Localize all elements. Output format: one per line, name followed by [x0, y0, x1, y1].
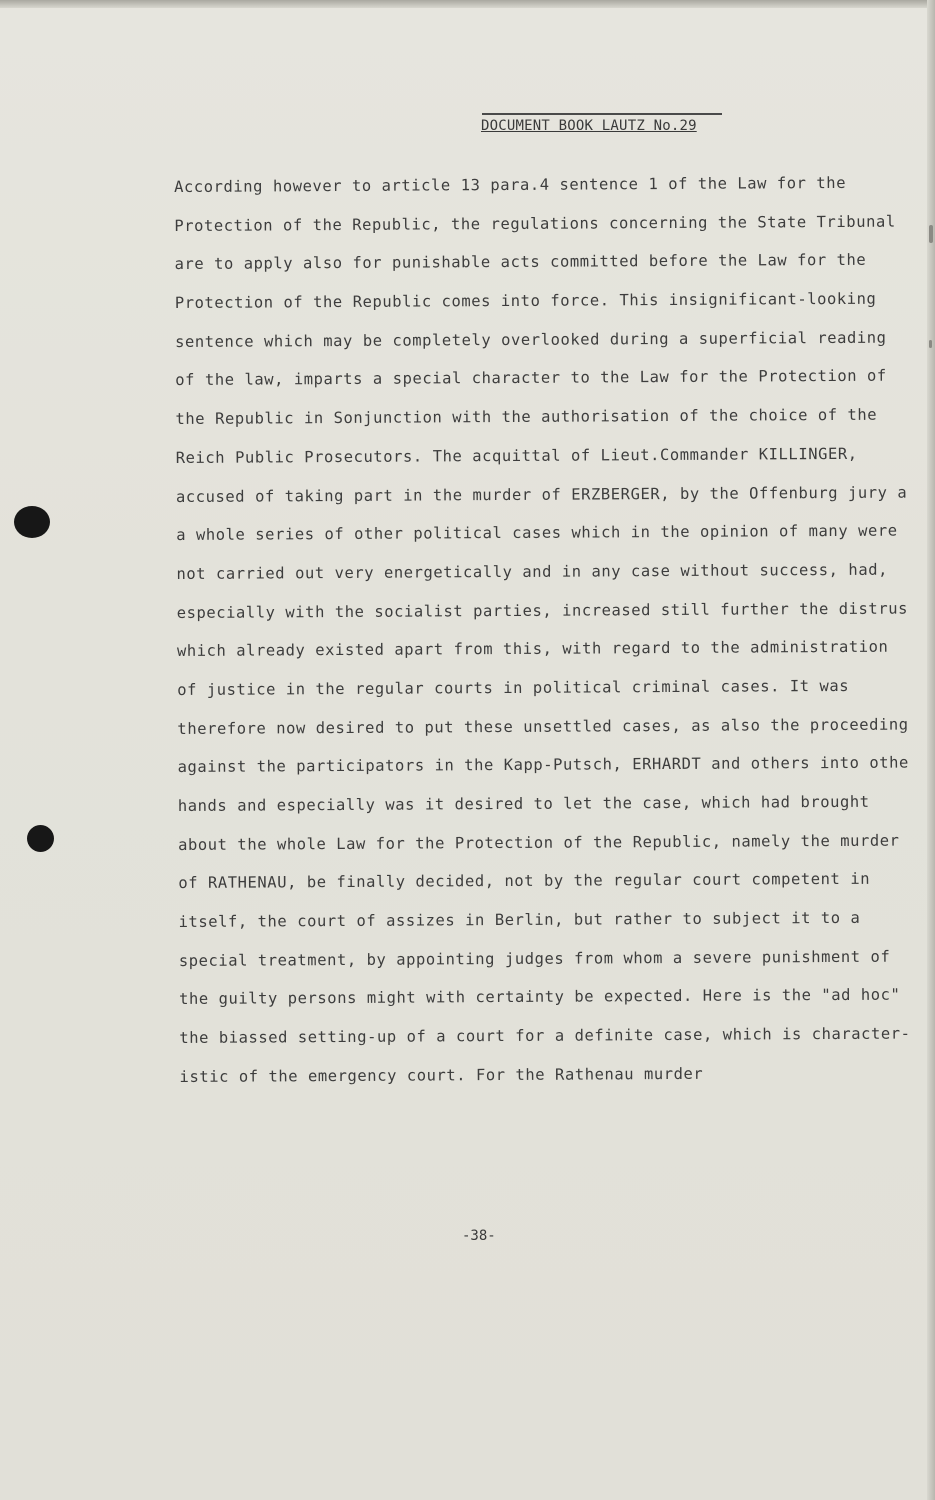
text-line: the Republic in Sonjunction with the authorisation of the choice of the: [175, 405, 878, 429]
text-line: a whole series of other political cases which in the opinion of many were: [176, 521, 898, 545]
punch-hole: [14, 506, 50, 538]
text-line: itself, the court of assizes in Berlin, but rather to subject it to a: [178, 908, 861, 932]
edge-mark: [929, 340, 932, 348]
text-line: the biassed setting-up of a court for a definite case, which is character-: [179, 1024, 911, 1048]
body-text: [174, 168, 911, 1101]
text-line: Protection of the Republic comes into force. This insignificant-looking: [174, 289, 877, 313]
text-line: especially with the socialist parties, increased still further the distrus: [176, 599, 908, 622]
text-line: therefore now desired to put these unsettled cases, as also the proceeding: [177, 715, 909, 738]
text-line: are to apply also for punishable acts committed before the Law for the: [174, 251, 867, 274]
text-line: According however to article 13 para.4 sentence 1 of the Law for the: [174, 173, 847, 196]
text-line: against the participators in the Kapp-Putsch, ERHARDT and others into othe: [177, 753, 909, 777]
text-line: of RATHENAU, be finally decided, not by the regular court competent in: [178, 870, 871, 893]
text-line: sentence which may be completely overlooked during a superficial reading: [174, 328, 887, 351]
text-line: of the law, imparts a special character to the Law for the Protection of: [175, 367, 887, 390]
text-line: special treatment, by appointing judges from whom a severe punishment of: [178, 947, 891, 970]
edge-mark: [929, 225, 933, 243]
text-line: not carried out very energetically and in any case without success, had,: [176, 560, 888, 583]
text-line: Reich Public Prosecutors. The acquittal of Lieut.Commander KILLINGER,: [175, 444, 858, 467]
text-line: hands and especially was it desired to let the case, which had brought: [177, 792, 870, 815]
text-line: the guilty persons might with certainty be expected. Here is the "ad hoc": [178, 986, 901, 1009]
text-line: accused of taking part in the murder of ERZBERGER, by the Offenburg jury a: [175, 483, 908, 506]
header-rule: [482, 113, 722, 115]
text-line: istic of the emergency court. For the Rathenau murder: [179, 1064, 704, 1086]
page-top-edge: [0, 0, 935, 8]
text-line: which already existed apart from this, with regard to the administration: [176, 637, 889, 661]
text-line: of justice in the regular courts in political criminal cases. It was: [177, 676, 850, 699]
document-header: DOCUMENT BOOK LAUTZ No.29: [481, 118, 697, 134]
text-line: Protection of the Republic, the regulations concerning the State Tribunal: [174, 212, 896, 235]
punch-hole: [27, 825, 54, 852]
text-line: about the whole Law for the Protection of the Republic, namely the murder: [178, 831, 900, 854]
page-number: -38-: [462, 1228, 496, 1244]
